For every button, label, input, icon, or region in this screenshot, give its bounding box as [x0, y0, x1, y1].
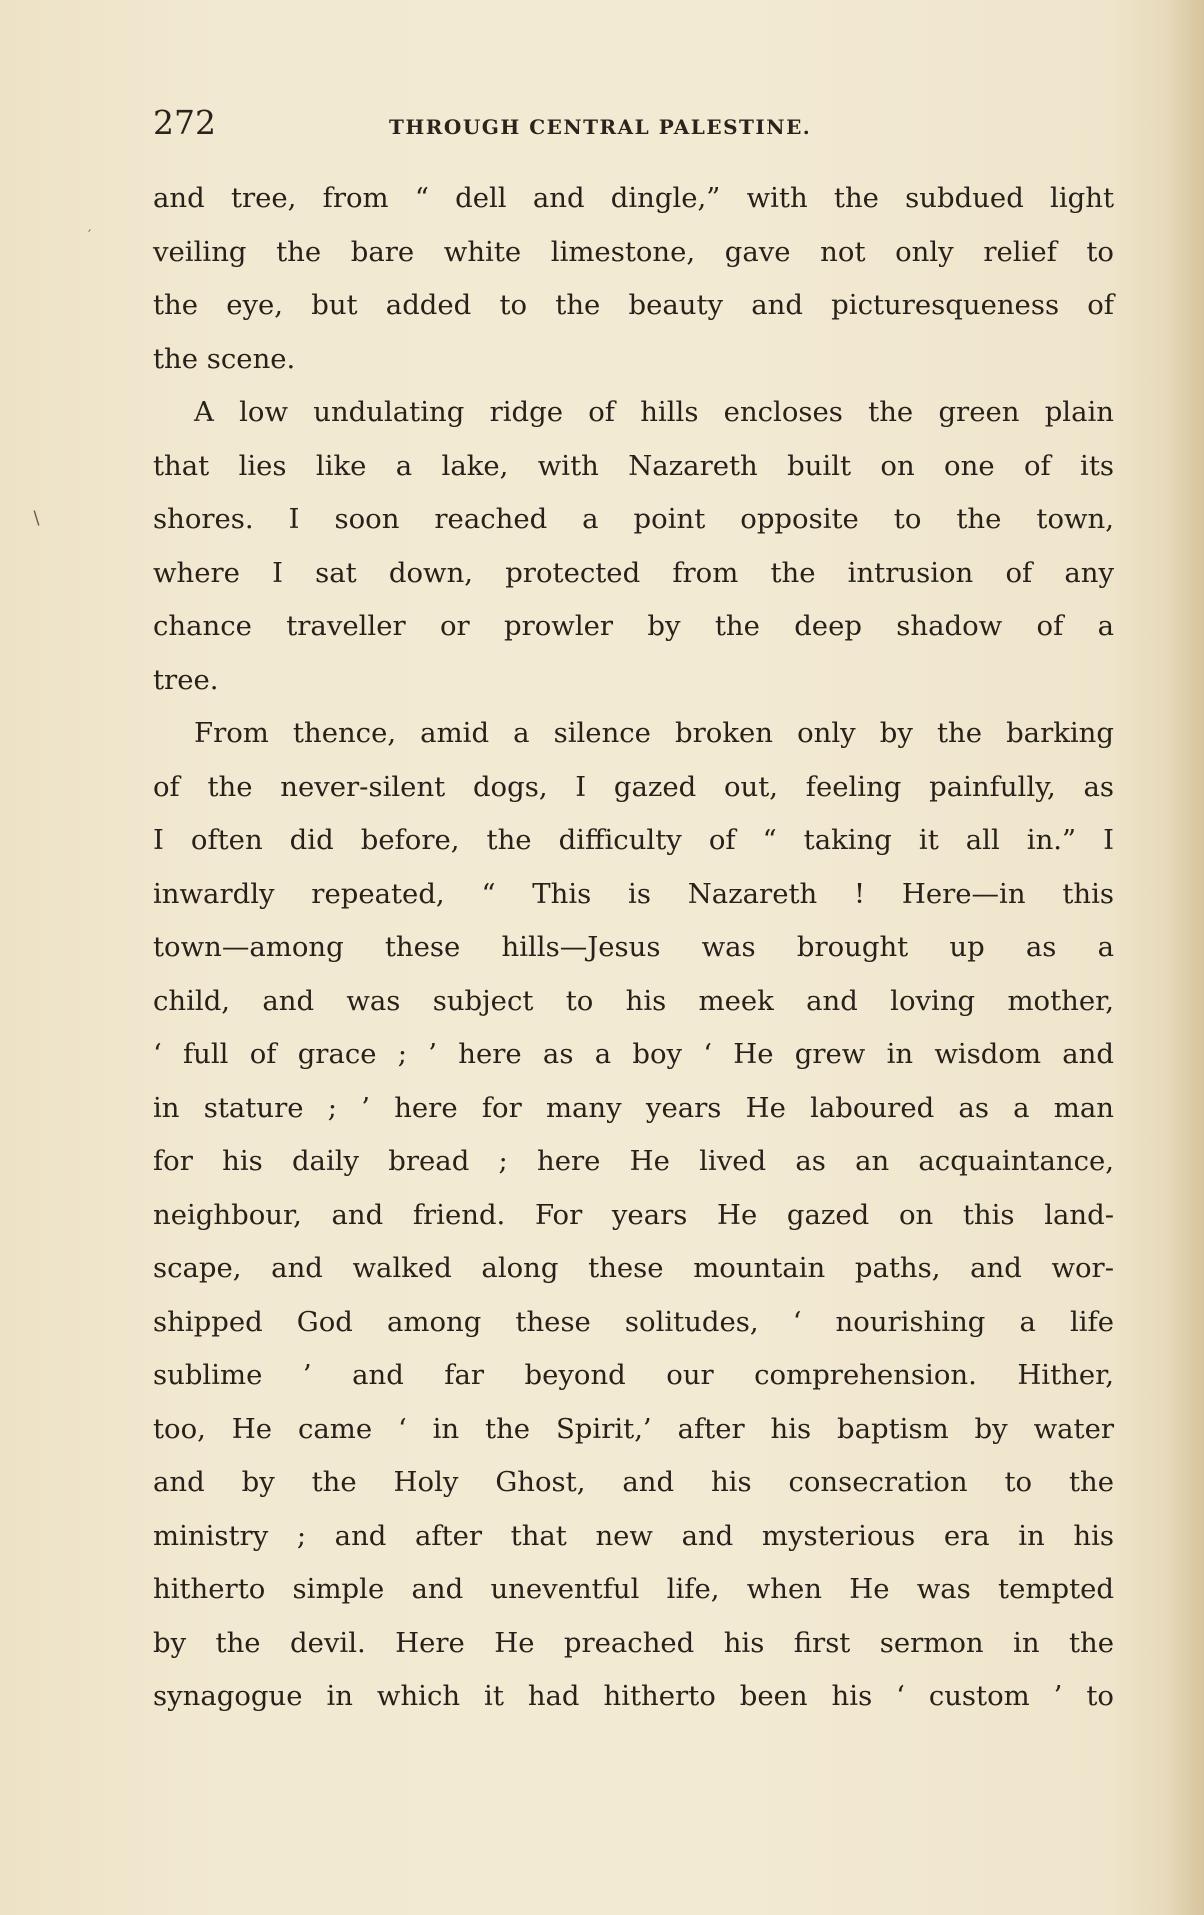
text-line: shores. I soon reached a point opposite to the town, — [153, 503, 1114, 535]
text-line: ‘ full of grace ; ’ here as a boy ‘ He grew in wisdom and — [153, 1038, 1114, 1070]
margin-mark: ′ — [88, 228, 92, 244]
text-line: the eye, but added to the beauty and picturesqueness of — [153, 289, 1114, 321]
text-line: that lies like a lake, with Nazareth built on one of its — [153, 449, 1114, 482]
text-line: sublime ’ and far beyond our comprehension. Hither, — [153, 1359, 1114, 1391]
text-line: A low undulating ridge of hills encloses the green plain — [194, 396, 1114, 428]
paragraph — [153, 386, 1114, 707]
text-line: by the devil. Here He preached his first sermon in the — [153, 1626, 1114, 1659]
running-title: THROUGH CENTRAL PALESTINE. — [389, 115, 812, 139]
page-number: 272 — [153, 103, 216, 142]
text-line: for his daily bread ; here He lived as an acquaintance, — [153, 1145, 1114, 1177]
text-line: shipped God among these solitudes, ‘ nourishing a life — [153, 1305, 1114, 1338]
text-line: neighbour, and friend. For years He gazed on this land- — [153, 1198, 1114, 1231]
paragraph — [153, 172, 1114, 386]
running-head — [153, 98, 1114, 148]
page-edge-shadow — [1168, 0, 1204, 1915]
text-line: From thence, amid a silence broken only by the barking — [194, 717, 1114, 749]
text-line: inwardly repeated, “ This is Nazareth ! Here—in this — [153, 877, 1114, 910]
text-line: tree. — [153, 663, 219, 696]
text-line: hitherto simple and uneventful life, when He was tempted — [153, 1573, 1114, 1605]
text-line: scape, and walked along these mountain paths, and wor- — [153, 1252, 1114, 1284]
paragraph — [153, 707, 1114, 1724]
body-text — [153, 172, 1114, 1724]
text-line: too, He came ‘ in the Spirit,’ after his baptism by water — [153, 1412, 1114, 1445]
text-line: town—among these hills—Jesus was brought up as a — [153, 931, 1114, 963]
text-line: I often did before, the difficulty of “ taking it all in.” I — [153, 824, 1114, 856]
margin-mark: ∖ — [30, 508, 42, 529]
text-line: chance traveller or prowler by the deep shadow of a — [153, 610, 1114, 642]
text-line: the scene. — [153, 342, 296, 375]
text-line: ministry ; and after that new and mysterious era in his — [153, 1519, 1114, 1552]
text-line: of the never-silent dogs, I gazed out, feeling painfully, as — [153, 770, 1114, 803]
text-line: and by the Holy Ghost, and his consecration to the — [153, 1466, 1114, 1498]
text-line: synagogue in which it had hitherto been his ‘ custom ’ to — [153, 1680, 1114, 1712]
text-line: in stature ; ’ here for many years He laboured as a man — [153, 1091, 1114, 1124]
text-line: and tree, from “ dell and dingle,” with the subdued light — [153, 182, 1114, 214]
text-line: child, and was subject to his meek and loving mother, — [153, 984, 1114, 1017]
text-line: veiling the bare white limestone, gave not only relief to — [153, 235, 1114, 268]
text-line: where I sat down, protected from the intrusion of any — [153, 556, 1114, 589]
